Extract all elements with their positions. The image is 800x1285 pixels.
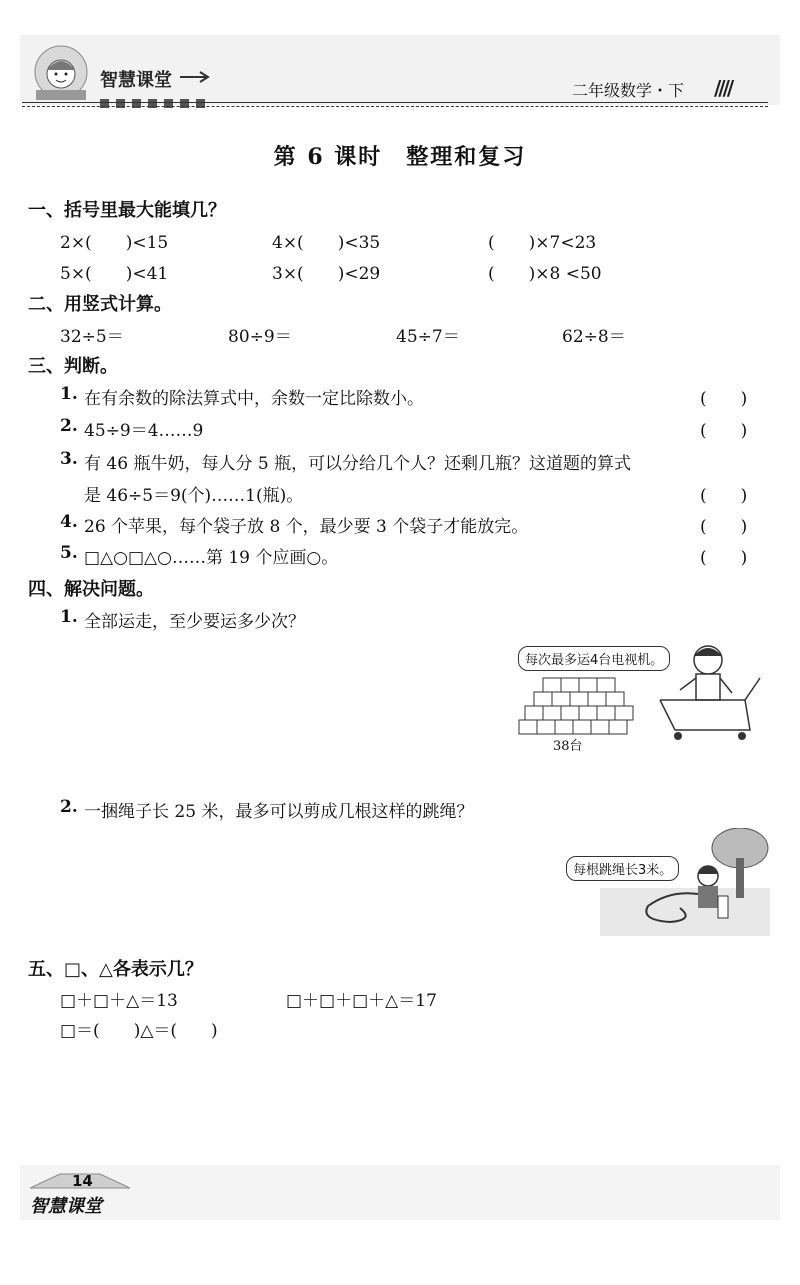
header-brand: 智慧课堂 xyxy=(100,70,172,91)
answer-paren[interactable]: ( ) xyxy=(700,486,748,506)
sec2-item: 32÷5＝ xyxy=(60,327,124,347)
boy-cart-illustration xyxy=(650,638,765,743)
grade-label: 二年级数学・下 xyxy=(572,81,685,100)
judge-text: 在有余数的除法算式中，余数一定比除数小。 xyxy=(84,389,424,409)
answer-line: □＝( )△＝( ) xyxy=(60,1021,218,1041)
judge-text-cont: 是 46÷5＝9(个)……1(瓶)。 xyxy=(84,486,304,506)
sec2-item: 45÷7＝ xyxy=(396,327,460,347)
sec2-item: 80÷9＝ xyxy=(228,327,292,347)
sec1-item: 5×( )<41 xyxy=(60,264,169,284)
tv-count-label: 38台 xyxy=(553,739,583,754)
judge-number: 2. xyxy=(60,416,78,436)
footer-brand: 智慧课堂 xyxy=(30,1196,102,1217)
sec3-heading: 三、判断。 xyxy=(28,356,118,377)
sec2-item: 62÷8＝ xyxy=(562,327,626,347)
sec5-heading: 五、□、△各表示几？ xyxy=(28,959,203,980)
judge-number: 1. xyxy=(60,384,78,404)
page-number: 14 xyxy=(72,1172,93,1190)
sec1-item: ( )×8 <50 xyxy=(488,264,602,284)
equation: □＋□＋△＝13 xyxy=(60,991,178,1011)
answer-paren[interactable]: ( ) xyxy=(700,421,748,441)
problem-text: 一捆绳子长 25 米，最多可以剪成几根这样的跳绳？ xyxy=(84,802,474,822)
judge-text: 45÷9＝4……9 xyxy=(84,421,204,441)
answer-paren[interactable]: ( ) xyxy=(700,548,748,568)
judge-text: 有 46 瓶牛奶，每人分 5 瓶，可以分给几个人？还剩几瓶？这道题的算式 xyxy=(84,454,632,474)
sec4-heading: 四、解决问题。 xyxy=(28,579,154,600)
header-divider-dashed xyxy=(22,106,768,107)
judge-number: 5. xyxy=(60,543,78,563)
arrow-icon xyxy=(180,70,212,84)
problem-text: 全部运走，至少要运多少次？ xyxy=(84,612,305,632)
problem-number: 1. xyxy=(60,607,78,627)
sec2-heading: 二、用竖式计算。 xyxy=(28,294,172,315)
footer-band xyxy=(20,1165,780,1220)
answer-paren[interactable]: ( ) xyxy=(700,517,748,537)
judge-text: 26 个苹果，每个袋子放 8 个，最少要 3 个袋子才能放完。 xyxy=(84,517,529,537)
speech-bubble-tv: 每次最多运4台电视机。 xyxy=(518,646,670,671)
slashes-decoration: //// xyxy=(714,76,732,100)
speech-bubble-rope: 每根跳绳长3米。 xyxy=(566,856,679,881)
problem-number: 2. xyxy=(60,797,78,817)
judge-number: 3. xyxy=(60,449,78,469)
sec1-item: 4×( )<35 xyxy=(272,233,381,253)
equation: □＋□＋□＋△＝17 xyxy=(286,991,437,1011)
sec1-heading: 一、括号里最大能填几？ xyxy=(28,200,226,221)
judge-text: □△○□△○……第 19 个应画○。 xyxy=(84,548,339,568)
page-title: 第 6 课时 整理和复习 xyxy=(273,144,527,170)
sec1-item: 2×( )<15 xyxy=(60,233,169,253)
header-divider xyxy=(22,102,768,103)
girl-mascot-icon xyxy=(26,42,96,106)
rope-scene-illustration xyxy=(600,828,770,936)
sec1-item: ( )×7<23 xyxy=(488,233,597,253)
judge-number: 4. xyxy=(60,512,78,532)
answer-paren[interactable]: ( ) xyxy=(700,389,748,409)
sec1-item: 3×( )<29 xyxy=(272,264,381,284)
